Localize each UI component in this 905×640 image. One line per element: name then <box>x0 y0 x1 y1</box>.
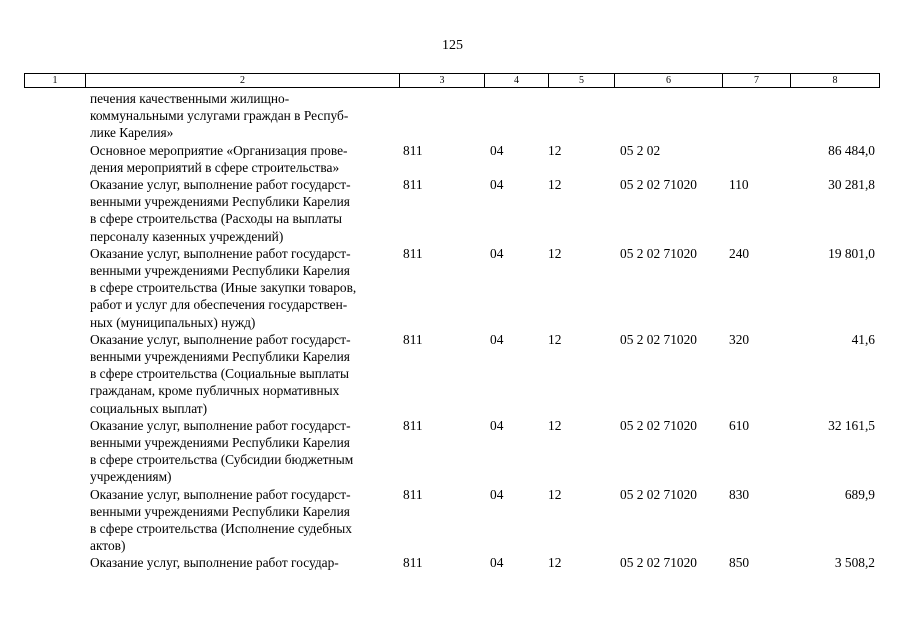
chapter-code: 811 <box>403 142 423 158</box>
description-line: персоналу казенных учреждений) <box>90 228 284 244</box>
description-line: лике Карелия» <box>90 125 174 141</box>
description-line: в сфере строительства (Иные закупки товаров, <box>90 280 357 296</box>
chapter-code: 811 <box>403 245 423 261</box>
description-line: социальных выплат) <box>90 400 208 416</box>
description-line: Оказание услуг, выполнение работ государст- <box>90 417 351 433</box>
header-col-2: 2 <box>240 75 245 86</box>
table-row <box>0 142 905 176</box>
header-col-6: 6 <box>666 75 671 86</box>
table-row <box>0 417 905 486</box>
description-line: Оказание услуг, выполнение работ государст- <box>90 245 351 261</box>
description-line: в сфере строительства (Социальные выплаты <box>90 366 350 382</box>
table-row <box>0 176 905 245</box>
row-description <box>90 486 352 555</box>
target-article-code: 05 2 02 71020 <box>620 417 697 433</box>
expense-type-code: 110 <box>729 177 749 192</box>
header-col-8: 8 <box>832 75 838 86</box>
description-line: Оказание услуг, выполнение работ государст- <box>90 331 351 347</box>
description-line: актов) <box>90 538 126 554</box>
subsection-code: 12 <box>548 486 562 502</box>
description-line: в сфере строительства (Расходы на выплаты <box>90 211 343 227</box>
chapter-code: 811 <box>403 177 423 192</box>
target-article-code: 05 2 02 <box>620 142 661 158</box>
page-number: 125 <box>442 38 463 53</box>
table-row <box>0 331 905 417</box>
section-code: 04 <box>490 142 504 158</box>
header-col-7: 7 <box>754 75 759 86</box>
row-description <box>90 554 339 571</box>
table-row <box>0 554 905 571</box>
section-code: 04 <box>490 245 504 261</box>
header-col-5: 5 <box>579 75 584 86</box>
section-code: 04 <box>490 417 504 433</box>
target-article-code: 05 2 02 71020 <box>620 177 697 192</box>
description-line: венными учреждениями Республики Карелия <box>90 435 350 450</box>
target-article-code: 05 2 02 71020 <box>620 331 697 347</box>
header-col-3: 3 <box>439 75 445 86</box>
table-header <box>24 73 880 88</box>
description-line: работ и услуг для обеспечения государствен- <box>90 297 348 313</box>
expense-type-code: 320 <box>729 331 750 347</box>
description-line: ных (муниципальных) нужд) <box>90 314 256 330</box>
description-line: печения качественными жилищно- <box>90 91 290 106</box>
chapter-code: 811 <box>403 417 423 433</box>
section-code: 04 <box>490 331 504 347</box>
row-description <box>90 331 351 417</box>
description-line: венными учреждениями Республики Карелия <box>90 194 350 210</box>
table-row <box>0 486 905 555</box>
section-code: 04 <box>490 177 504 192</box>
description-line: учреждениям) <box>90 469 172 485</box>
description-line: венными учреждениями Республики Карелия <box>90 503 350 519</box>
amount: 32 161,5 <box>828 417 875 433</box>
chapter-code: 811 <box>403 331 423 347</box>
description-line: в сфере строительства (Исполнение судебных <box>90 521 352 536</box>
amount: 19 801,0 <box>828 245 875 261</box>
amount: 41,6 <box>851 331 875 347</box>
header-col-4: 4 <box>514 75 519 86</box>
subsection-code: 12 <box>548 417 562 433</box>
expense-type-code: 830 <box>729 486 750 502</box>
description-line: венными учреждениями Республики Карелия <box>90 263 350 278</box>
subsection-code: 12 <box>548 331 562 347</box>
target-article-code: 05 2 02 71020 <box>620 555 697 571</box>
amount: 86 484,0 <box>828 142 875 158</box>
description-line: гражданам, кроме публичных нормативных <box>90 383 340 399</box>
row-description <box>90 142 348 176</box>
description-line: дения мероприятий в сфере строительства» <box>90 159 340 175</box>
description-line: в сфере строительства (Субсидии бюджетным <box>90 452 354 468</box>
expense-type-code: 610 <box>729 417 750 433</box>
amount: 689,9 <box>844 486 875 502</box>
row-description <box>90 176 351 245</box>
subsection-code: 12 <box>548 142 562 158</box>
subsection-code: 12 <box>548 555 562 571</box>
amount: 30 281,8 <box>828 177 875 192</box>
expense-type-code: 850 <box>729 555 750 571</box>
subsection-code: 12 <box>548 245 562 261</box>
chapter-code: 811 <box>403 555 423 571</box>
target-article-code: 05 2 02 71020 <box>620 245 697 261</box>
description-line: Оказание услуг, выполнение работ государ- <box>90 555 339 571</box>
expense-type-code: 240 <box>729 245 750 261</box>
section-code: 04 <box>490 486 504 502</box>
row-description <box>90 90 348 142</box>
amount: 3 508,2 <box>834 555 875 571</box>
table-row <box>0 90 905 142</box>
target-article-code: 05 2 02 71020 <box>620 486 697 502</box>
header-col-1: 1 <box>52 75 58 86</box>
row-description <box>90 245 356 331</box>
description-line: Основное мероприятие «Организация прове- <box>90 142 348 158</box>
description-line: Оказание услуг, выполнение работ государст- <box>90 486 351 502</box>
description-line: Оказание услуг, выполнение работ государст- <box>90 177 351 192</box>
description-line: венными учреждениями Республики Карелия <box>90 349 350 364</box>
description-line: коммунальными услугами граждан в Респуб- <box>90 108 349 124</box>
subsection-code: 12 <box>548 177 562 192</box>
chapter-code: 811 <box>403 486 423 502</box>
row-description <box>90 417 353 486</box>
section-code: 04 <box>490 555 504 571</box>
table-row <box>0 245 905 331</box>
